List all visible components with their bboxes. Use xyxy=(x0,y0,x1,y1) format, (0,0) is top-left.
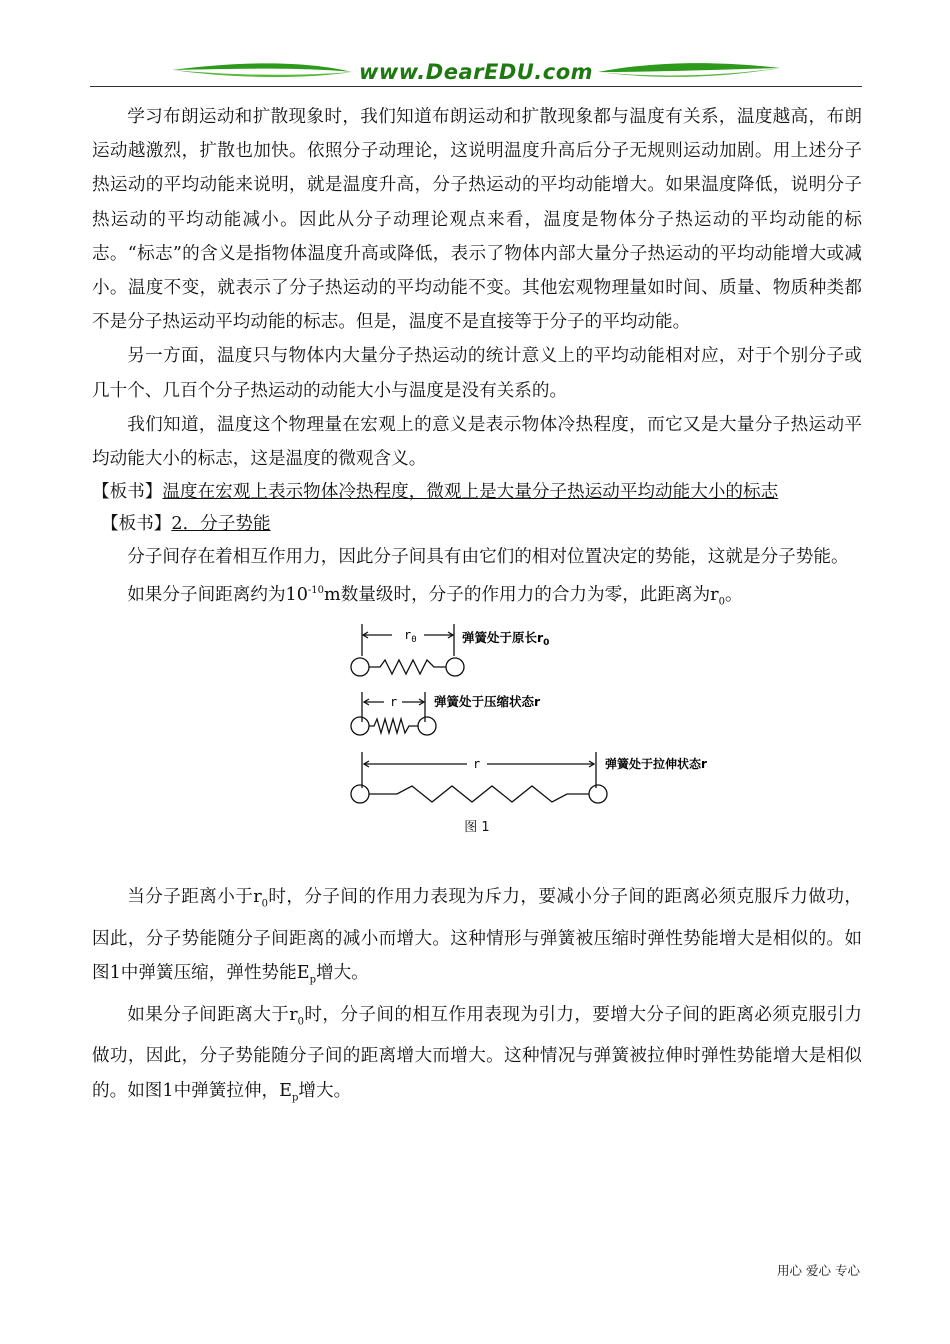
board-note-2 xyxy=(92,508,862,540)
text-run: 如果分子间距离约为10 xyxy=(127,585,308,606)
paragraph xyxy=(92,880,862,998)
header-rule xyxy=(90,86,862,87)
text-run: 增大。 xyxy=(298,1080,352,1101)
document-body xyxy=(92,100,862,1115)
subscript: p xyxy=(309,974,316,986)
paragraph: 分子间存在着相互作用力，因此分子间具有由它们的相对位置决定的势能，这就是分子势能。 xyxy=(127,547,849,568)
paragraph xyxy=(92,998,862,1116)
spring-compressed-label: 弹簧处于压缩状态r xyxy=(434,694,541,710)
board-note-1 xyxy=(92,476,862,508)
figure-1 xyxy=(92,620,862,852)
spring-natural-label: 弹簧处于原长$r_0$ xyxy=(462,630,550,649)
paragraph: 我们知道，温度这个物理量在宏观上的意义是表示物体冷热程度，而它又是大量分子热运动平均动能大小的标志，这是温度的微观含义。 xyxy=(92,414,862,470)
board-tag: 【板书】 xyxy=(92,482,163,503)
text-run: 。 xyxy=(724,585,743,606)
logo-text: www.DearEDU.com xyxy=(358,60,594,84)
board-text: 温度在宏观上表示物体冷热程度，微观上是大量分子热运动平均动能大小的标志 xyxy=(162,482,779,503)
subscript: p xyxy=(291,1092,299,1104)
label-r0: $r_0$ xyxy=(404,628,417,646)
paragraph: 学习布朗运动和扩散现象时，我们知道布朗运动和扩散现象都与温度有关系，温度越高，布朗运动越激烈，扩散也加快。依照分子动理论，这说明温度升高后分子无规则运动加剧。用上述分子热运动的平均动能来说明，就是温度升高，分子热运动的平均动能增大。如果温度降低，说明分子热运动的平均动能减小。因此从分子动理论观点来看，温度是物体分子热运动的平均动能的标志。“标志”的含义是指物体温度升高或降低，表示了物体内部大量分子热运动的平均动能增大或减小。温度不变，就表示了分子热运动的平均动能不变。其他宏观物理量如时间、质量、物质种类都不是分子热运动平均动能的标志。但是，温度不是直接等于分子的平均动能。 xyxy=(92,107,862,333)
label-r: r xyxy=(473,757,481,772)
text-run: 时，分子间的相互作用表现为引力，要增大分子间的距离必须克服引力做功，因此，分子势能随分子间的距离增大而增大。这种情况与弹簧被拉伸时弹性势能增大是相似的。如图1中弹簧拉伸，E xyxy=(92,1004,862,1101)
figure-caption: 图 1 xyxy=(464,820,490,836)
text-run: 当分子距离小于r xyxy=(127,887,262,908)
superscript: -10 xyxy=(307,585,325,597)
subscript: 0 xyxy=(718,596,725,608)
spring-diagram xyxy=(342,622,707,812)
subscript: 0 xyxy=(297,1016,304,1028)
subscript: 0 xyxy=(261,898,268,910)
paragraph xyxy=(92,574,862,620)
text-run: 增大。 xyxy=(315,962,369,983)
page-footer: 用心 爱心 专心 xyxy=(777,1263,860,1278)
dearedu-logo xyxy=(90,58,862,88)
text-run: 如果分子间距离大于r xyxy=(127,1004,298,1025)
label-r: r xyxy=(390,695,398,710)
board-tag: 【板书】 xyxy=(101,514,172,535)
text-run: 时，分子间的作用力表现为斥力，要减小分子间的距离必须克服斥力做功，因此，分子势能随分子间距离的减小而增大。这种情形与弹簧被压缩时弹性势能增大是相似的。如图1中弹簧压缩，弹性势能E xyxy=(92,887,862,983)
paragraph: 另一方面，温度只与物体内大量分子热运动的统计意义上的平均动能相对应，对于个别分子或几十个、几百个分子热运动的动能大小与温度是没有关系的。 xyxy=(92,346,862,401)
section-heading: 2．分子势能 xyxy=(171,514,271,535)
page-header xyxy=(90,58,862,94)
text-run: m数量级时，分子的作用力的合力为零，此距离为r xyxy=(324,585,719,606)
spring-stretched-label: 弹簧处于拉伸状态r xyxy=(605,757,707,772)
